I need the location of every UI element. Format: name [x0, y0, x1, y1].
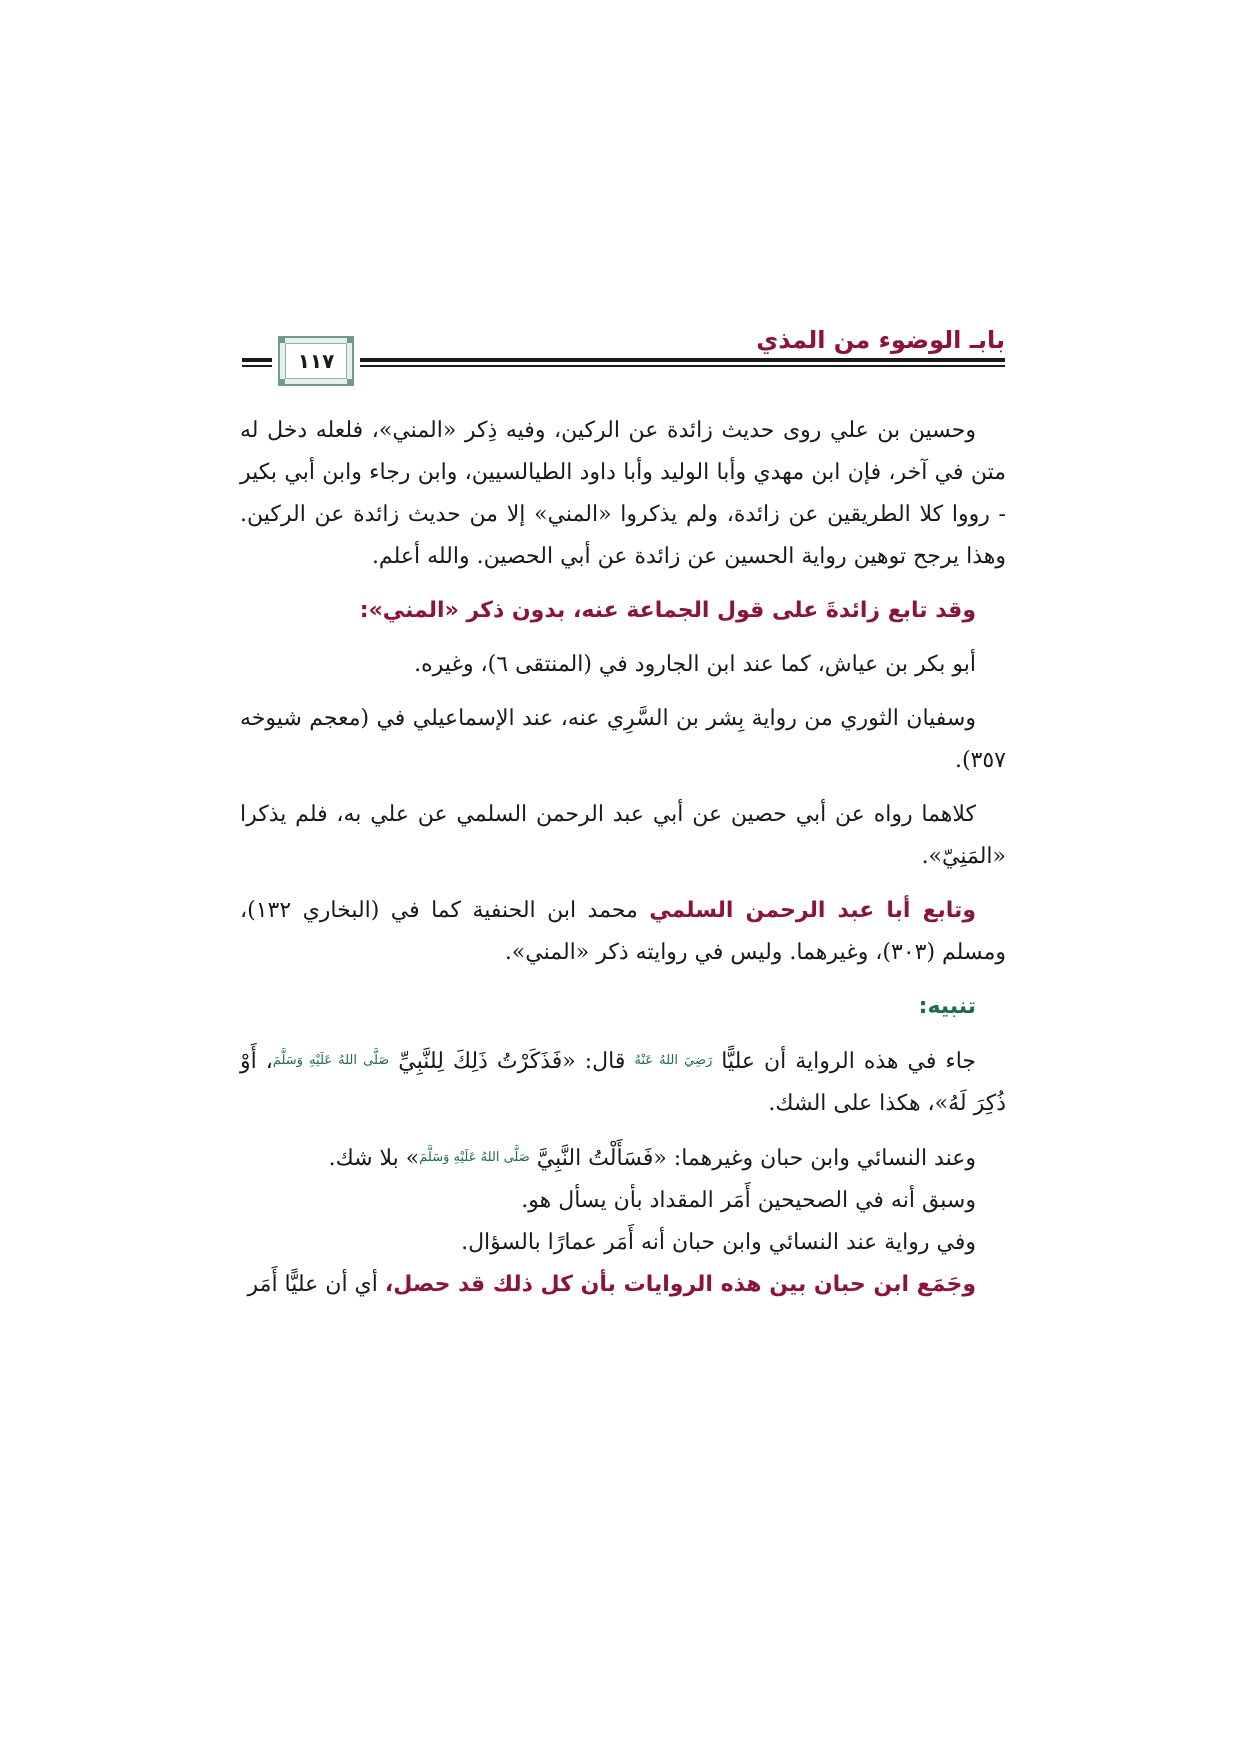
paragraph-11 — [240, 1264, 1006, 1306]
paragraph-4: وسفيان الثوري من رواية بِشر بن السَّرِي عنه، عند الإسماعيلي في (معجم شيوخه ٣٥٧). — [240, 706, 1006, 773]
header-rule — [360, 358, 1005, 367]
paragraph-6-text: محمد ابن الحنفية كما في (البخاري ١٣٢)، ومسلم (٣٠٣)، وغيرهما. وليس في روايته ذكر «المني». — [240, 898, 1006, 965]
honorific-ligature: رَضِيَ اللهُ عَنْهُ — [634, 1053, 713, 1068]
paragraph-7-text-b: قال: «فَذَكَرْتُ ذَلِكَ لِلنَّبِيِّ — [389, 1049, 635, 1074]
header-rule-left — [242, 358, 272, 367]
badge-ornament-icon — [347, 337, 353, 343]
paragraph-3: أبو بكر بن عياش، كما عند ابن الجارود في (المنتقى ٦)، وغيره. — [414, 652, 976, 677]
paragraph-6 — [240, 890, 1006, 974]
paragraph-8 — [240, 1137, 1006, 1180]
section-heading: وقد تابع زائدةَ على قول الجماعة عنه، بدون ذكر «المني»: — [359, 598, 976, 623]
paragraph-9: وسبق أنه في الصحيحين أَمَر المقداد بأن يسأل هو. — [521, 1188, 976, 1213]
paragraph-8-text-b: » بلا شك. — [328, 1146, 420, 1171]
chapter-title: بابـ الوضوء من المذي — [756, 326, 1005, 354]
honorific-ligature: صَلَّى اللهُ عَلَيْهِ وَسَلَّمَ — [419, 1150, 530, 1165]
paragraph-7-text-c: ، أَوْ ذُكِرَ لَهُ»، هكذا على الشك. — [240, 1049, 1006, 1116]
note-label: تنبيه: — [918, 994, 976, 1019]
paragraph-11-text: أي أن عليًّا أَمَر — [247, 1272, 385, 1297]
page-header — [242, 318, 1005, 388]
paragraph-1: وحسين بن علي روى حديث زائدة عن الركين، وفيه ذِكر «المني»، فلعله دخل له متن في آخر، فإن ابن مهدي وأبا الوليد وأبا داود الطيالسيين، وابن رجاء وابن أبي بكير - رووا كلا الطريقين عن زائدة، ولم يذكروا «المني» إلا من حديث زائدة عن الركين. وهذا يرجح توهين رواية الحسين عن زائدة عن أبي الحصين. والله أعلم. — [240, 418, 1006, 569]
page-body — [240, 410, 1006, 1306]
badge-ornament-icon — [279, 379, 285, 385]
badge-ornament-icon — [347, 379, 353, 385]
highlight-lead: وجَمَع ابن حبان بين هذه الروايات بأن كل ذلك قد حصل، — [384, 1272, 976, 1297]
paragraph-10: وفي رواية عند النسائي وابن حبان أنه أَمَر عمارًا بالسؤال. — [461, 1230, 976, 1255]
page-number: ١١٧ — [297, 349, 335, 373]
page-number-badge — [278, 336, 354, 386]
paragraph-5: كلاهما رواه عن أبي حصين عن أبي عبد الرحمن السلمي عن علي به، فلم يذكرا «المَنِيّ». — [240, 802, 1006, 869]
paragraph-7-text-a: جاء في هذه الرواية أن عليًّا — [712, 1049, 976, 1074]
highlight-lead: وتابع أبا عبد الرحمن السلمي — [649, 898, 976, 923]
paragraph-7 — [240, 1040, 1006, 1125]
honorific-ligature: صَلَّى اللهُ عَلَيْهِ وَسَلَّمَ — [272, 1053, 390, 1068]
paragraph-8-text-a: وعند النسائي وابن حبان وغيرهما: «فَسَأَلْتُ النَّبِيَّ — [529, 1146, 976, 1171]
page-number-frame — [285, 343, 347, 379]
